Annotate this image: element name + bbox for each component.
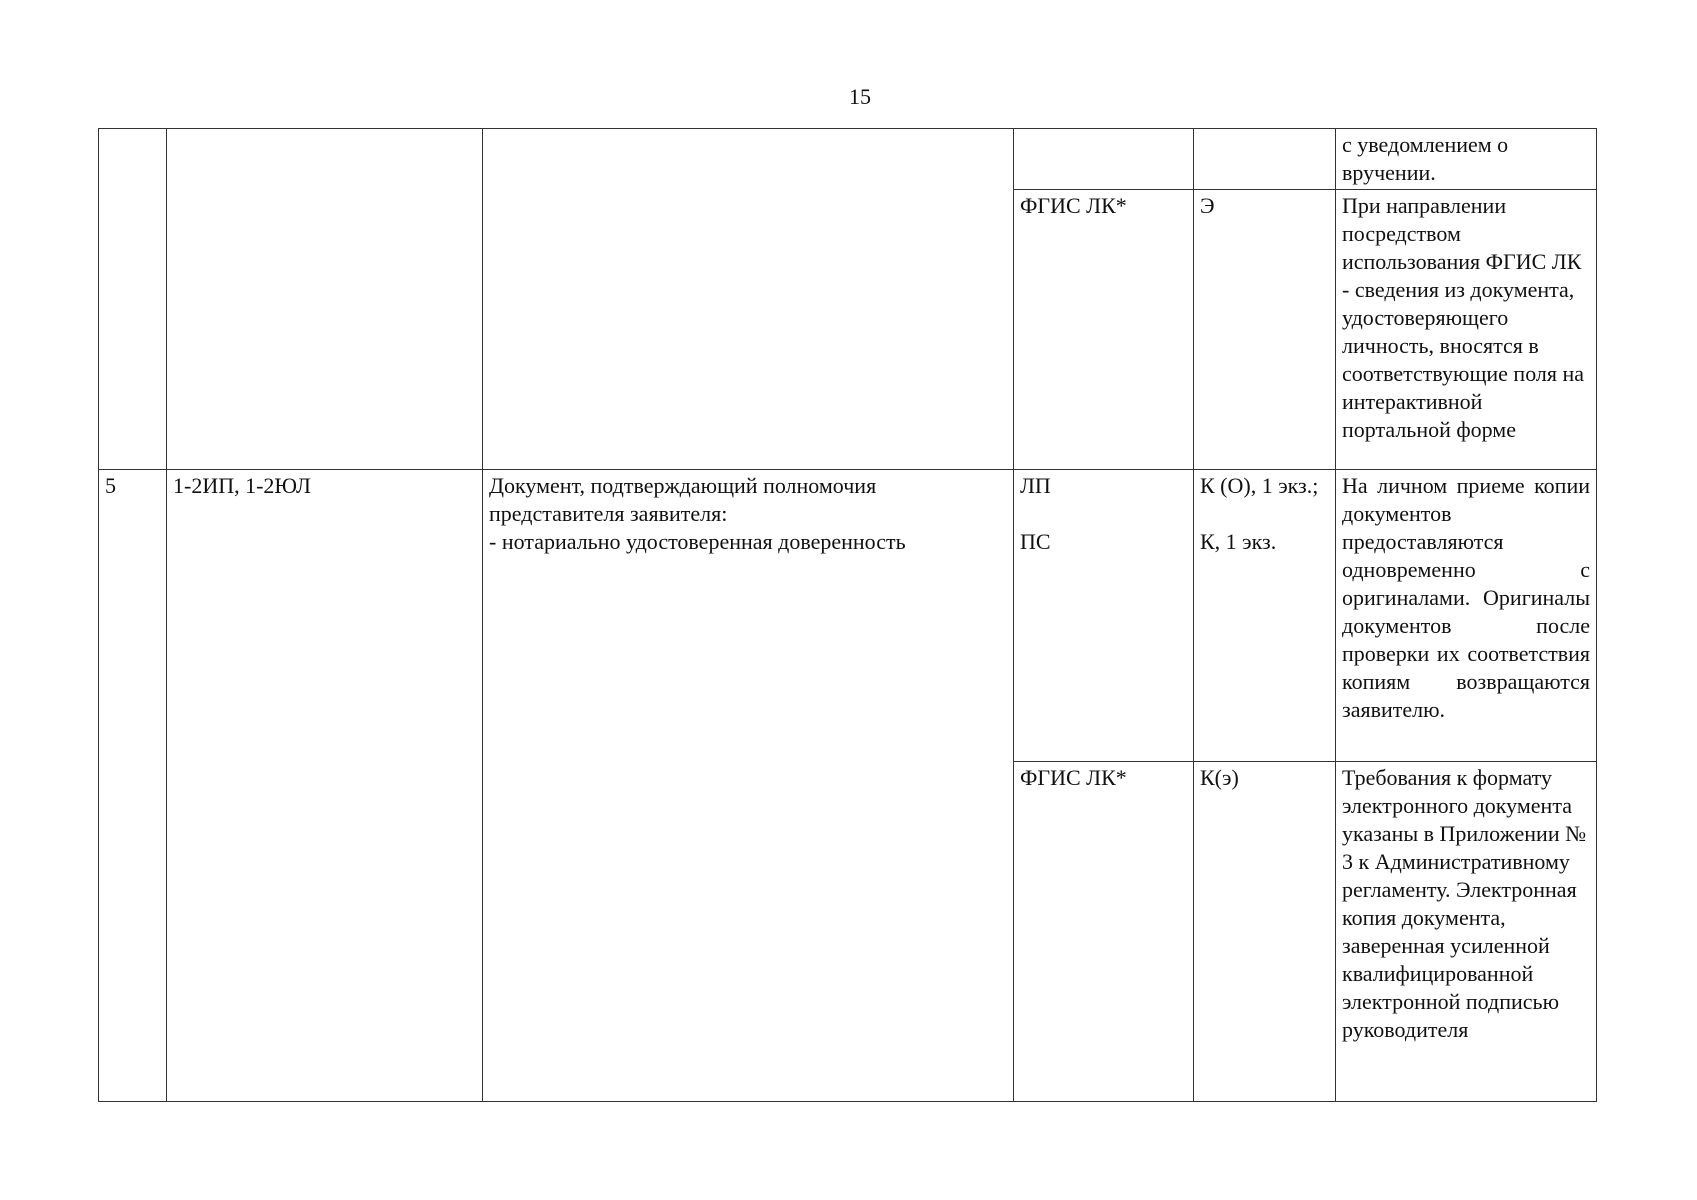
cell-number: 5: [99, 470, 167, 1102]
cell-form: Э: [1194, 190, 1336, 470]
cell-channel: ФГИС ЛК*: [1014, 762, 1194, 1102]
channel-1: ЛП: [1020, 473, 1051, 498]
cell-number-empty: [99, 129, 167, 470]
requirements-table: [98, 128, 1597, 1102]
form-1: К (О), 1 экз.;: [1200, 473, 1319, 498]
table-row: [99, 129, 1597, 190]
page-number: 15: [849, 84, 871, 109]
cell-document: [483, 470, 1014, 1102]
cell-document-empty: [483, 129, 1014, 470]
cell-note: с уведомлением о вручении.: [1336, 129, 1597, 190]
document-item: - нотариально удостоверенная доверенность: [489, 529, 906, 554]
channel-2: ПС: [1020, 529, 1051, 554]
cell-note: При направлении посредством использования ФГИС ЛК - сведения из документа, удостоверяющего личность, вносятся в соответствующие поля на интерактивной портальной форме: [1336, 190, 1597, 470]
cell-code-empty: [167, 129, 483, 470]
cell-code: 1-2ИП, 1-2ЮЛ: [167, 470, 483, 1102]
cell-form: [1194, 129, 1336, 190]
cell-note: Требования к формату электронного документа указаны в Приложении № 3 к Административному регламенту. Электронная копия документа, заверенная усиленной квалифицированной электронной подписью руководителя: [1336, 762, 1597, 1102]
cell-channel: ФГИС ЛК*: [1014, 190, 1194, 470]
cell-note: На личном приеме копии документов предоставляются одновременно с оригиналами. Оригиналы документов после проверки их соответствия копиям возвращаются заявителю.: [1336, 470, 1597, 762]
form-2: К, 1 экз.: [1200, 529, 1277, 554]
table-row: [99, 470, 1597, 762]
cell-channel: [1014, 129, 1194, 190]
cell-channel: [1014, 470, 1194, 762]
cell-form: [1194, 470, 1336, 762]
cell-form: К(э): [1194, 762, 1336, 1102]
document-title: Документ, подтверждающий полномочия представителя заявителя:: [489, 473, 877, 526]
